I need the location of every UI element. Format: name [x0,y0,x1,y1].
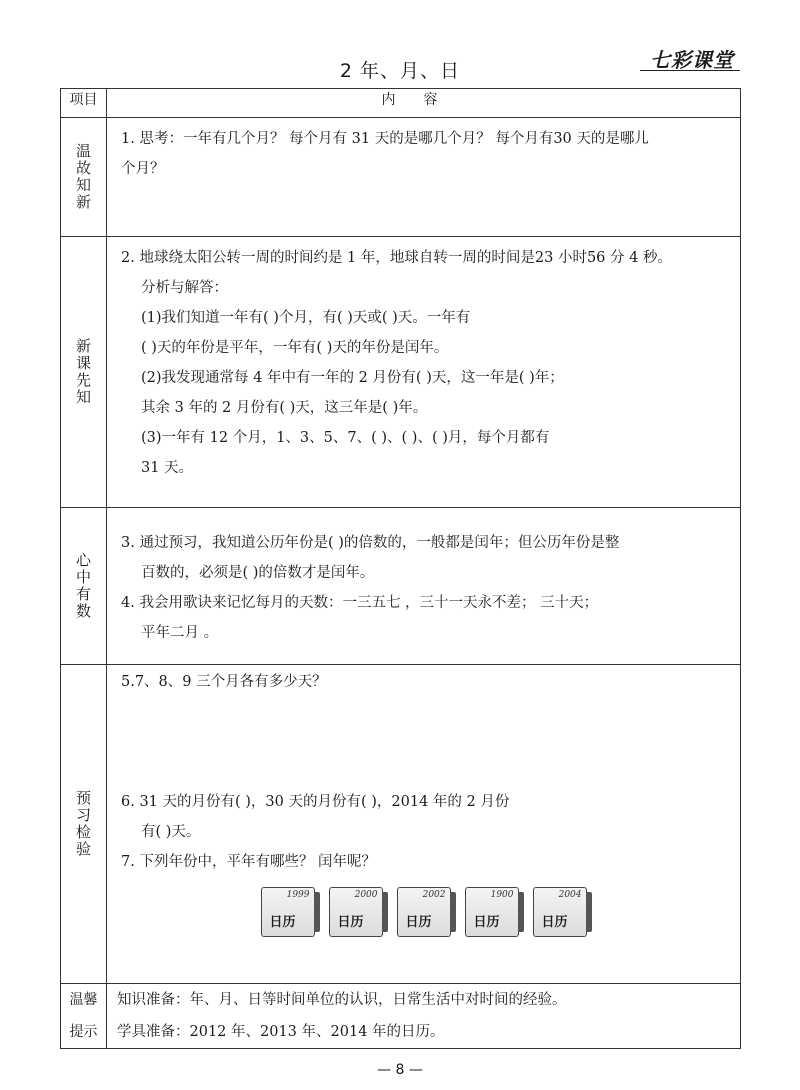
calendar-group [107,877,740,941]
section-check [61,665,741,984]
q7-text: 7. 下列年份中，平年有哪些？ 闰年呢？ [121,854,377,870]
section-mind [61,508,741,665]
calendar-icon: 1900 日历 [465,887,519,937]
q6-line1: 6. 31 天的月份有( )，30 天的月份有( )，2014 年的 2 月份 [121,794,510,810]
p1-line2: ( )天的年份是平年，一年有( )天的年份是闰年。 [141,340,449,356]
page-title: 2 年、月、日 [339,60,461,82]
q4-line1: 4. 我会用歌诀来记忆每月的天数：一三五七 ，三十一天永不差； 三十天； [121,595,599,611]
section-review [61,118,741,237]
tips-label-2: 提示 [69,1024,98,1040]
brand-logo: 七彩课堂 [650,48,734,72]
p3-line2: 31 天。 [141,460,194,476]
q3-line1: 3. 通过预习，我知道公历年份是( )的倍数的，一般都是闰年；但公历年份是整 [121,535,620,551]
section-preview [61,237,741,508]
q4-line2: 平年二月 。 [141,625,219,641]
section-label-mind: 心中有数 [74,552,92,620]
calendar-icon: 2002 日历 [397,887,451,937]
q1-line1: 1. 思考：一年有几个月？ 每个月有 31 天的是哪几个月？ 每个月有30 天的是哪儿 [121,131,649,147]
col-header-item: 项目 [61,89,107,118]
section-label-review: 温故知新 [74,143,92,211]
p3-line1: (3)一年有 12 个月，1、3、5、7、( )、( )、( )月，每个月都有 [141,430,550,446]
q6-line2: 有( )天。 [141,824,201,840]
section-label-check: 预习检验 [74,790,92,858]
tips-line1: 知识准备：年、月、日等时间单位的认识，日常生活中对时间的经验。 [117,992,567,1008]
col-header-content: 内容 [107,89,741,118]
q3-line2: 百数的，必须是( )的倍数才是闰年。 [141,565,375,581]
page-number: — 8 — [377,1062,423,1078]
tips-label-1: 温馨 [69,992,98,1008]
q2-text: 2. 地球绕太阳公转一周的时间约是 1 年，地球自转一周的时间是23 小时56 分 4 秒。 [121,250,672,266]
brand-underline [640,70,740,71]
tips-line2: 学具准备：2012 年、2013 年、2014 年的日历。 [117,1024,445,1040]
lesson-table [60,88,741,1049]
p1-line1: (1)我们知道一年有( )个月，有( )天或( )天。一年有 [141,310,471,326]
table-header-row [61,89,741,118]
section-tips [61,984,741,1049]
section-label-preview: 新课先知 [74,338,92,406]
p2-line2: 其余 3 年的 2 月份有( )天，这三年是( )年。 [141,400,428,416]
calendar-icon: 1999 日历 [261,887,315,937]
analysis-label: 分析与解答： [141,280,228,296]
q1-line2: 个月？ [121,161,165,177]
p2-line1: (2)我发现通常每 4 年中有一年的 2 月份有( )天，这一年是( )年； [141,370,564,386]
calendar-icon: 2000 日历 [329,887,383,937]
q5-text: 5.7、8、9 三个月各有多少天？ [121,674,327,690]
calendar-icon: 2004 日历 [533,887,587,937]
